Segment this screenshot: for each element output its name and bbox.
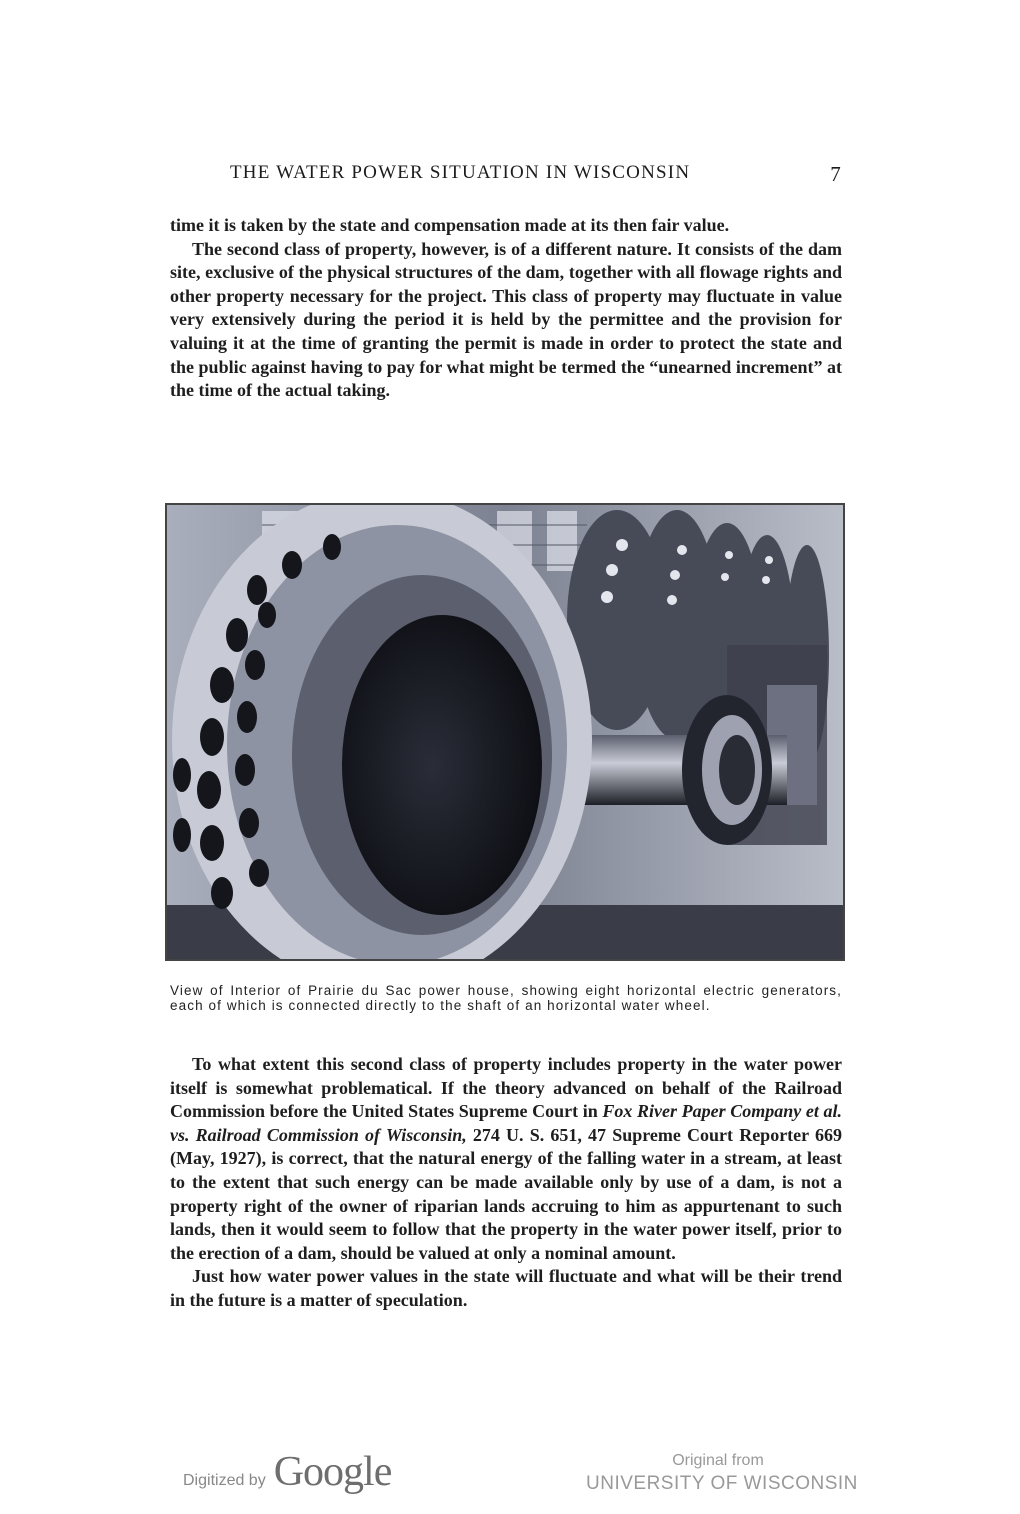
digitized-by-google <box>183 1448 391 1496</box>
running-title: THE WATER POWER SITUATION IN WISCONSIN <box>230 162 691 183</box>
generator-photo <box>165 503 845 961</box>
paragraph-4: Just how water power values in the state will fluctuate and what will be their trend in the future is a matter of speculation. <box>170 1266 842 1310</box>
body-text-top <box>170 214 842 403</box>
google-logo: Google <box>273 1449 392 1495</box>
paragraph-3-start: To what extent this second class of property includes property in the water power itself is somewhat problematical. If the theory advanced on behalf of the Railroad Commission before the United States Supreme Court in <box>170 1054 842 1122</box>
page-number: 7 <box>830 162 842 186</box>
case-citation: Fox River Paper Company et al. vs. Railroad Commission of Wisconsin, <box>170 1101 843 1145</box>
university-name: UNIVERSITY OF WISCONSIN <box>586 1473 858 1494</box>
body-text-bottom <box>170 1053 842 1313</box>
paragraph-1: time it is taken by the state and compensation made at its then fair value. <box>170 215 730 235</box>
original-from-label: Original from <box>672 1452 764 1469</box>
paragraph-3-end: 274 U. S. 651, 47 Supreme Court Reporter 669 (May, 1927), is correct, that the natural energy of the falling water in a stream, at least to the extent that such energy can be made available only by use of a dam, is not a property right of the owner of riparian lands accruing to him as appurtenant to such lands, then it would seem to follow that the property in the water power itself, prior to the erection of a dam, should be valued at only a nominal amount. <box>170 1124 842 1263</box>
paragraph-2: The second class of property, however, is of a different nature. It consists of the dam site, exclusive of the physical structures of the dam, together with all flowage rights and other property necessary for the project. This class of property may fluctuate in value very extensively during the period it is held by the permittee and the provision for valuing it at the time of granting the permit is made in order to protect the state and the public against having to pay for what might be termed the “unearned increment” at the time of the actual taking. <box>170 238 842 401</box>
original-from <box>586 1451 858 1497</box>
photo-caption: View of Interior of Prairie du Sac power house, showing eight horizontal electric generators, each of which is connected directly to the shaft of an horizontal water wheel. <box>170 983 842 1013</box>
paragraph-3 <box>170 1053 842 1265</box>
digitized-by-label: Digitized by <box>183 1472 266 1489</box>
